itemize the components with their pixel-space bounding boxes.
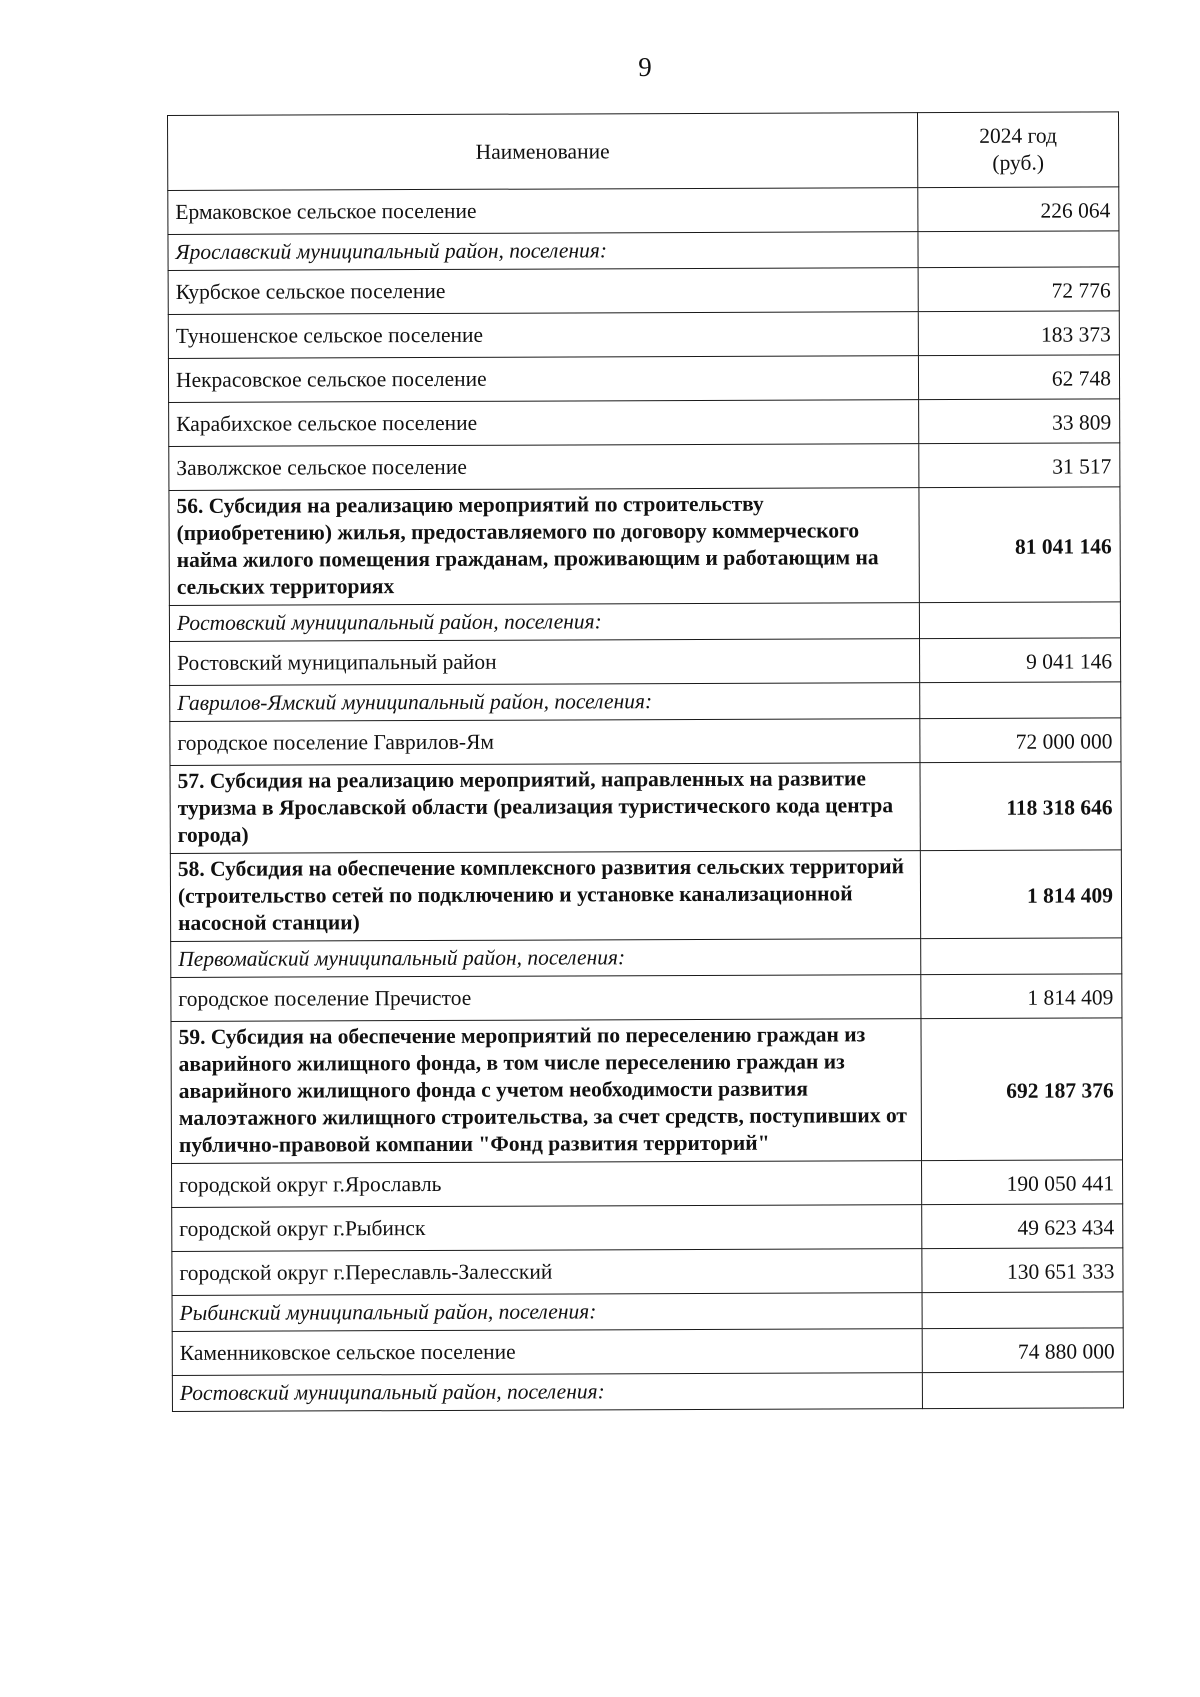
- row-value: [922, 1372, 1123, 1409]
- table-row: [170, 718, 1121, 766]
- table-group-row: [172, 1372, 1123, 1412]
- table-row: [172, 1160, 1123, 1208]
- row-name: Первомайский муниципальный район, поселения:: [171, 939, 921, 978]
- table-row: [171, 974, 1122, 1022]
- row-name: Рыбинский муниципальный район, поселения:: [172, 1293, 922, 1332]
- table-body: [168, 187, 1124, 1412]
- row-value: [920, 682, 1121, 719]
- row-value: 130 651 333: [922, 1248, 1123, 1293]
- table-group-row: [169, 602, 1120, 642]
- row-value: 33 809: [919, 399, 1120, 444]
- row-name: 56. Субсидия на реализацию мероприятий по строительству (приобретению) жилья, предоставляемого по договору коммерческого найма жилого помещения гражданам, проживающим и работающим на сельских территориях: [169, 488, 919, 606]
- row-name: Карабихское сельское поселение: [169, 400, 919, 447]
- budget-table: [167, 111, 1124, 1412]
- header-year-unit: [917, 112, 1118, 188]
- table-row: [170, 638, 1121, 686]
- row-value: [921, 938, 1122, 975]
- table-row: [168, 311, 1119, 359]
- table-section-row: [170, 762, 1121, 854]
- row-name: Гаврилов-Ямский муниципальный район, поселения:: [170, 683, 920, 722]
- row-name: 57. Субсидия на реализацию мероприятий, направленных на развитие туризма в Ярославской области (реализация туристического кода центра города): [170, 763, 920, 854]
- row-value: 81 041 146: [919, 487, 1120, 603]
- row-value: 72 000 000: [920, 718, 1121, 763]
- table-group-row: [168, 231, 1119, 271]
- row-name: городское поселение Пречистое: [171, 975, 921, 1022]
- header-unit: (руб.): [992, 150, 1045, 175]
- row-name: городской округ г.Рыбинск: [172, 1205, 922, 1252]
- row-name: Туношенское сельское поселение: [168, 312, 918, 359]
- table-group-row: [170, 682, 1121, 722]
- row-name: Некрасовское сельское поселение: [168, 356, 918, 403]
- table-row: [172, 1248, 1123, 1296]
- table-row: [169, 399, 1120, 447]
- row-value: 62 748: [918, 355, 1119, 400]
- row-name: Ростовский муниципальный район, поселения:: [169, 603, 919, 642]
- row-value: [918, 231, 1119, 268]
- header-name: Наименование: [168, 113, 918, 191]
- row-name: городской округ г.Переславль-Залесский: [172, 1249, 922, 1296]
- row-value: [919, 602, 1120, 639]
- row-value: 9 041 146: [920, 638, 1121, 683]
- table-section-row: [171, 1018, 1123, 1164]
- row-name: Курбское сельское поселение: [168, 268, 918, 315]
- page-number: 9: [638, 52, 652, 82]
- row-value: [922, 1292, 1123, 1329]
- table-row: [172, 1328, 1123, 1376]
- row-value: 1 814 409: [921, 974, 1122, 1019]
- row-name: городской округ г.Ярославль: [172, 1161, 922, 1208]
- row-name: 59. Субсидия на обеспечение мероприятий по переселению граждан из аварийного жилищного фонда, в том числе переселению граждан из аварийного жилищного фонда с учетом необходимости развития малоэтажного жилищного строительства, за счет средств, поступивших от публично-правовой компании "Фонд развития территорий": [171, 1019, 922, 1164]
- row-name: Ермаковское сельское поселение: [168, 188, 918, 235]
- row-value: 226 064: [918, 187, 1119, 232]
- table-row: [168, 187, 1119, 235]
- row-name: городское поселение Гаврилов-Ям: [170, 719, 920, 766]
- row-value: 183 373: [918, 311, 1119, 356]
- row-value: 118 318 646: [920, 762, 1121, 851]
- row-name: Ростовский муниципальный район: [170, 639, 920, 686]
- row-name: Ярославский муниципальный район, поселения:: [168, 232, 918, 271]
- row-value: 31 517: [919, 443, 1120, 488]
- row-name: 58. Субсидия на обеспечение комплексного развития сельских территорий (строительство сетей по подключению и установке канализационной насосной станции): [170, 851, 920, 942]
- table-row: [168, 267, 1119, 315]
- row-name: Каменниковское сельское поселение: [172, 1329, 922, 1376]
- row-value: 692 187 376: [921, 1018, 1123, 1161]
- row-name: Заволжское сельское поселение: [169, 444, 919, 491]
- row-value: 72 776: [918, 267, 1119, 312]
- table-row: [172, 1204, 1123, 1252]
- table-header-row: [168, 112, 1119, 191]
- table-group-row: [172, 1292, 1123, 1332]
- table-section-row: [169, 487, 1120, 606]
- row-name: Ростовский муниципальный район, поселения:: [172, 1373, 922, 1412]
- header-year: 2024 год: [979, 123, 1057, 148]
- row-value: 1 814 409: [920, 850, 1121, 939]
- table-section-row: [170, 850, 1121, 942]
- row-value: 49 623 434: [922, 1204, 1123, 1249]
- table-row: [168, 355, 1119, 403]
- row-value: 190 050 441: [922, 1160, 1123, 1205]
- table-group-row: [171, 938, 1122, 978]
- table-row: [169, 443, 1120, 491]
- row-value: 74 880 000: [922, 1328, 1123, 1373]
